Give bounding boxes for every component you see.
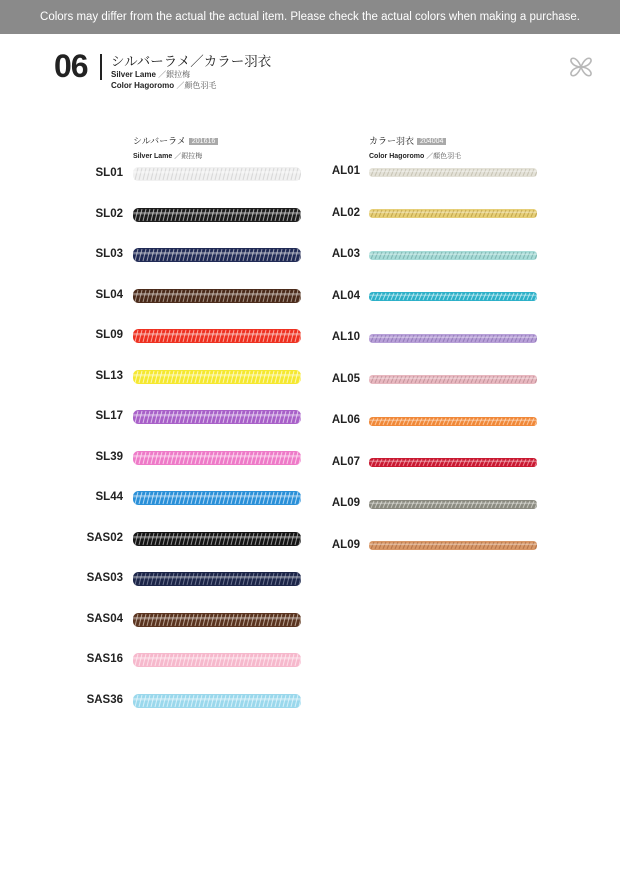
cord-swatch xyxy=(133,651,301,669)
swatch-code-label: AL02 xyxy=(331,206,360,219)
cord-swatch xyxy=(133,287,301,305)
swatch-code-label: SL02 xyxy=(95,207,123,220)
swatch-code-label: SL17 xyxy=(95,410,123,422)
swatch-code-label: SAS36 xyxy=(86,693,123,706)
cord-swatch xyxy=(133,611,301,629)
page-title: シルバーラメ／カラー羽衣 xyxy=(111,54,272,70)
swatch-code-label: AL10 xyxy=(331,331,360,343)
column-title-jp: カラー羽衣 xyxy=(369,137,415,147)
column-header-silver-lame xyxy=(133,131,218,161)
subtitle-jp-1: ／銀拉梅 xyxy=(158,70,191,79)
product-code-badge: 204004 xyxy=(417,138,446,145)
swatch-code-label: AL04 xyxy=(331,289,360,302)
cord-swatch xyxy=(369,415,537,428)
column-title-en-jp: ／銀拉梅 xyxy=(174,152,203,160)
page-number: 06 xyxy=(54,48,88,84)
swatch-code-label: SAS02 xyxy=(86,531,123,544)
cord-swatch xyxy=(133,530,301,548)
swatch-code-label: SL03 xyxy=(95,248,123,260)
swatch-code-label: AL05 xyxy=(331,372,360,385)
page-subtitle-2 xyxy=(111,80,216,91)
swatch-code-label: AL06 xyxy=(331,414,360,426)
subtitle-en-1: Silver Lame xyxy=(111,70,156,79)
cord-swatch xyxy=(369,290,537,303)
cord-swatch xyxy=(133,327,301,345)
swatch-code-label: SL09 xyxy=(95,329,123,341)
column-header-color-hagoromo xyxy=(369,131,461,161)
disclaimer-banner xyxy=(0,0,620,34)
cord-swatch xyxy=(133,165,301,183)
cord-swatch xyxy=(133,570,301,588)
subtitle-en-2: Color Hagoromo xyxy=(111,81,175,90)
column-title-jp: シルバーラメ xyxy=(133,137,186,147)
swatch-code-label: SL44 xyxy=(95,491,123,503)
swatch-code-label: SL13 xyxy=(95,369,123,382)
swatch-code-label: SL39 xyxy=(95,450,123,463)
product-code-badge: 201616 xyxy=(189,138,218,145)
brand-logo-icon xyxy=(566,52,596,82)
swatch-code-label: AL09 xyxy=(331,497,360,509)
cord-swatch xyxy=(133,449,301,467)
cord-swatch xyxy=(369,249,537,262)
swatch-code-label: SAS16 xyxy=(86,653,123,665)
cord-swatch xyxy=(369,456,537,469)
cord-swatch xyxy=(133,692,301,710)
swatch-code-label: AL07 xyxy=(331,455,360,468)
cord-swatch xyxy=(369,207,537,220)
swatch-code-label: SL04 xyxy=(95,288,123,301)
cord-swatch xyxy=(369,332,537,345)
subtitle-jp-2: ／顏色羽毛 xyxy=(176,81,217,90)
cord-swatch xyxy=(133,206,301,224)
cord-swatch xyxy=(133,489,301,507)
swatch-code-label: SAS03 xyxy=(86,572,123,584)
disclaimer-text: Colors may differ from the actual the actual item. Please check the actual colors when making a purchase. xyxy=(40,11,580,23)
page-subtitle-1 xyxy=(111,69,190,80)
title-divider xyxy=(100,54,102,80)
cord-swatch xyxy=(369,373,537,386)
swatch-code-label: SAS04 xyxy=(86,612,123,625)
cord-swatch xyxy=(369,539,537,552)
cord-swatch xyxy=(369,498,537,511)
column-title-en-jp: ／顏色羽毛 xyxy=(426,152,462,160)
cord-swatch xyxy=(133,368,301,386)
swatch-code-label: AL09 xyxy=(331,538,360,551)
column-title-en: Silver Lame xyxy=(133,153,173,160)
swatch-code-label: SL01 xyxy=(95,167,123,179)
swatch-code-label: AL03 xyxy=(331,248,360,260)
cord-swatch xyxy=(133,246,301,264)
column-title-en: Color Hagoromo xyxy=(369,153,425,160)
swatch-code-label: AL01 xyxy=(331,165,360,177)
cord-swatch xyxy=(369,166,537,179)
cord-swatch xyxy=(133,408,301,426)
